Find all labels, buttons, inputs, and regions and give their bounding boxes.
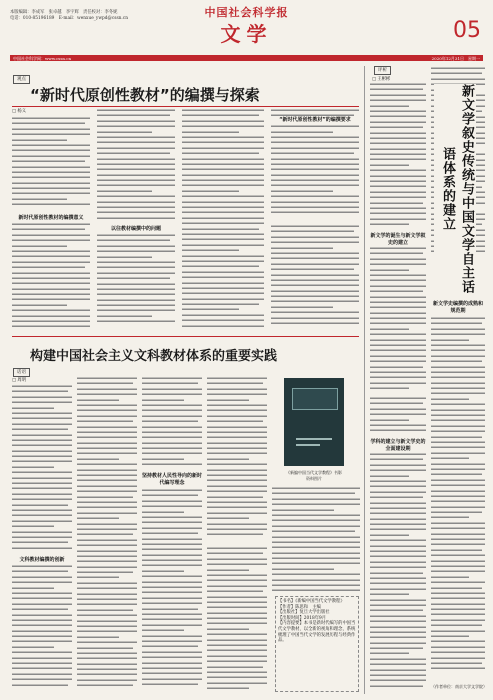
article3-body-col1b	[370, 246, 426, 394]
header-bar	[10, 55, 483, 61]
book-info-box	[275, 596, 359, 692]
page-number: 05	[453, 18, 481, 43]
text-line	[12, 202, 90, 207]
text-line	[12, 324, 90, 329]
article1-body-col2	[97, 108, 175, 223]
article1-subhead: 以往教材编撰中的问题	[110, 226, 161, 232]
article2-body-col1	[12, 384, 72, 554]
article2-body-col3	[142, 376, 202, 470]
text-line	[207, 532, 263, 537]
article2-body-col1b	[12, 564, 72, 692]
text-line	[271, 210, 359, 215]
paper-name: 中国社会科学报	[204, 6, 289, 19]
article3-subhead: 新文学的诞生与新文学叙史的建立	[370, 233, 426, 246]
text-line	[142, 682, 198, 687]
article2-body-col3b	[142, 488, 202, 692]
book-source: 资料图片	[306, 476, 322, 481]
article2-body-col5	[272, 486, 360, 594]
article3-footer: （作者单位：南京大学文学院）	[431, 684, 487, 689]
text-line	[370, 428, 426, 433]
text-line	[12, 546, 72, 551]
text-line	[182, 324, 264, 329]
article2-subhead: 坚持教材人民性导向的新时代编写理念	[142, 473, 203, 486]
article2-body-col4	[207, 376, 267, 542]
article1-subhead: “新时代原创性教材”的编撰要求	[271, 116, 359, 123]
article2-subhead: 文科教材编撰的创新	[19, 557, 65, 563]
text-line	[370, 684, 423, 689]
website: 中国社会科学网：www.cssn.cn	[13, 55, 72, 61]
article1-tag: 观点	[13, 75, 30, 84]
article2-body-col2	[77, 376, 137, 692]
book-info-author: 【作者】陈思和 主编	[278, 604, 321, 610]
article2-title: 构建中国社会主义文科教材体系的重要实践	[30, 349, 278, 364]
article2-body-col4b	[207, 546, 267, 692]
book-info-publisher: 【出版社】复旦大学出版社	[278, 610, 330, 616]
issue-date: 2020年12月31日 星期一	[431, 55, 480, 61]
book-info-summary: 【内容提要】本书是新时代编写的中国当代文学教材，以全新的视角和理念，系统梳理了中国当代文学的发展历程与经典作品。	[278, 621, 356, 644]
article2-tag: 话语	[13, 368, 30, 377]
text-line	[272, 588, 360, 593]
article3-body-col2b	[431, 316, 485, 676]
article1-author: □ 杨义	[12, 109, 27, 114]
text-line	[370, 386, 409, 391]
article3-body-col1	[370, 82, 426, 230]
article1-subhead: 新时代原创性教材的编撰意义	[18, 215, 84, 221]
text-line	[271, 321, 359, 326]
text-line	[12, 683, 68, 688]
article3-body-col1d	[370, 452, 426, 694]
book-info-title: 【书名】《新编中国当代文学教程》	[278, 599, 345, 604]
article1-body-col1	[12, 116, 90, 212]
text-line	[370, 222, 409, 227]
article3-subhead: 新文学史编撰的成熟和规范期	[432, 301, 483, 314]
article3-body-col1c	[370, 396, 426, 436]
book-cover-image	[284, 378, 344, 466]
book-caption: 《新编中国当代文学教程》书影	[286, 470, 342, 475]
article1-body-col1b	[12, 222, 90, 330]
article3-author: □ 王彬彬	[372, 77, 391, 82]
text-line	[431, 666, 485, 671]
article1-title: “新时代原创性教材”的编撰与探索	[30, 86, 260, 104]
text-line	[97, 319, 175, 324]
article1-body-col3	[182, 108, 264, 330]
text-line	[207, 686, 249, 691]
text-line	[77, 683, 133, 688]
text-line	[97, 216, 175, 221]
masthead-info-line: 电话：010-85196189 E-mail：wenxue_ywpd@cssn.cn	[10, 16, 128, 21]
section-title: 文学	[220, 22, 273, 46]
article3-title: 新文学叙史传统与中国文学自主话语体系的建立	[434, 84, 476, 294]
article1-body-col4	[271, 108, 359, 216]
article1-body-col4b	[271, 224, 359, 330]
article1-body-col2b	[97, 233, 175, 330]
book-info-date: 【出版时间】2018年9月	[278, 615, 327, 621]
masthead-info-line: 本版编辑：李成军 张卓越 李宇辉 责任校对：李冬妮	[10, 10, 118, 15]
article2-author: □ 周明	[12, 378, 27, 383]
text-line	[142, 462, 202, 467]
article3-subhead: 学科的建立与新文学史的全面建设期	[370, 439, 426, 452]
article3-tag: 评析	[374, 66, 391, 75]
